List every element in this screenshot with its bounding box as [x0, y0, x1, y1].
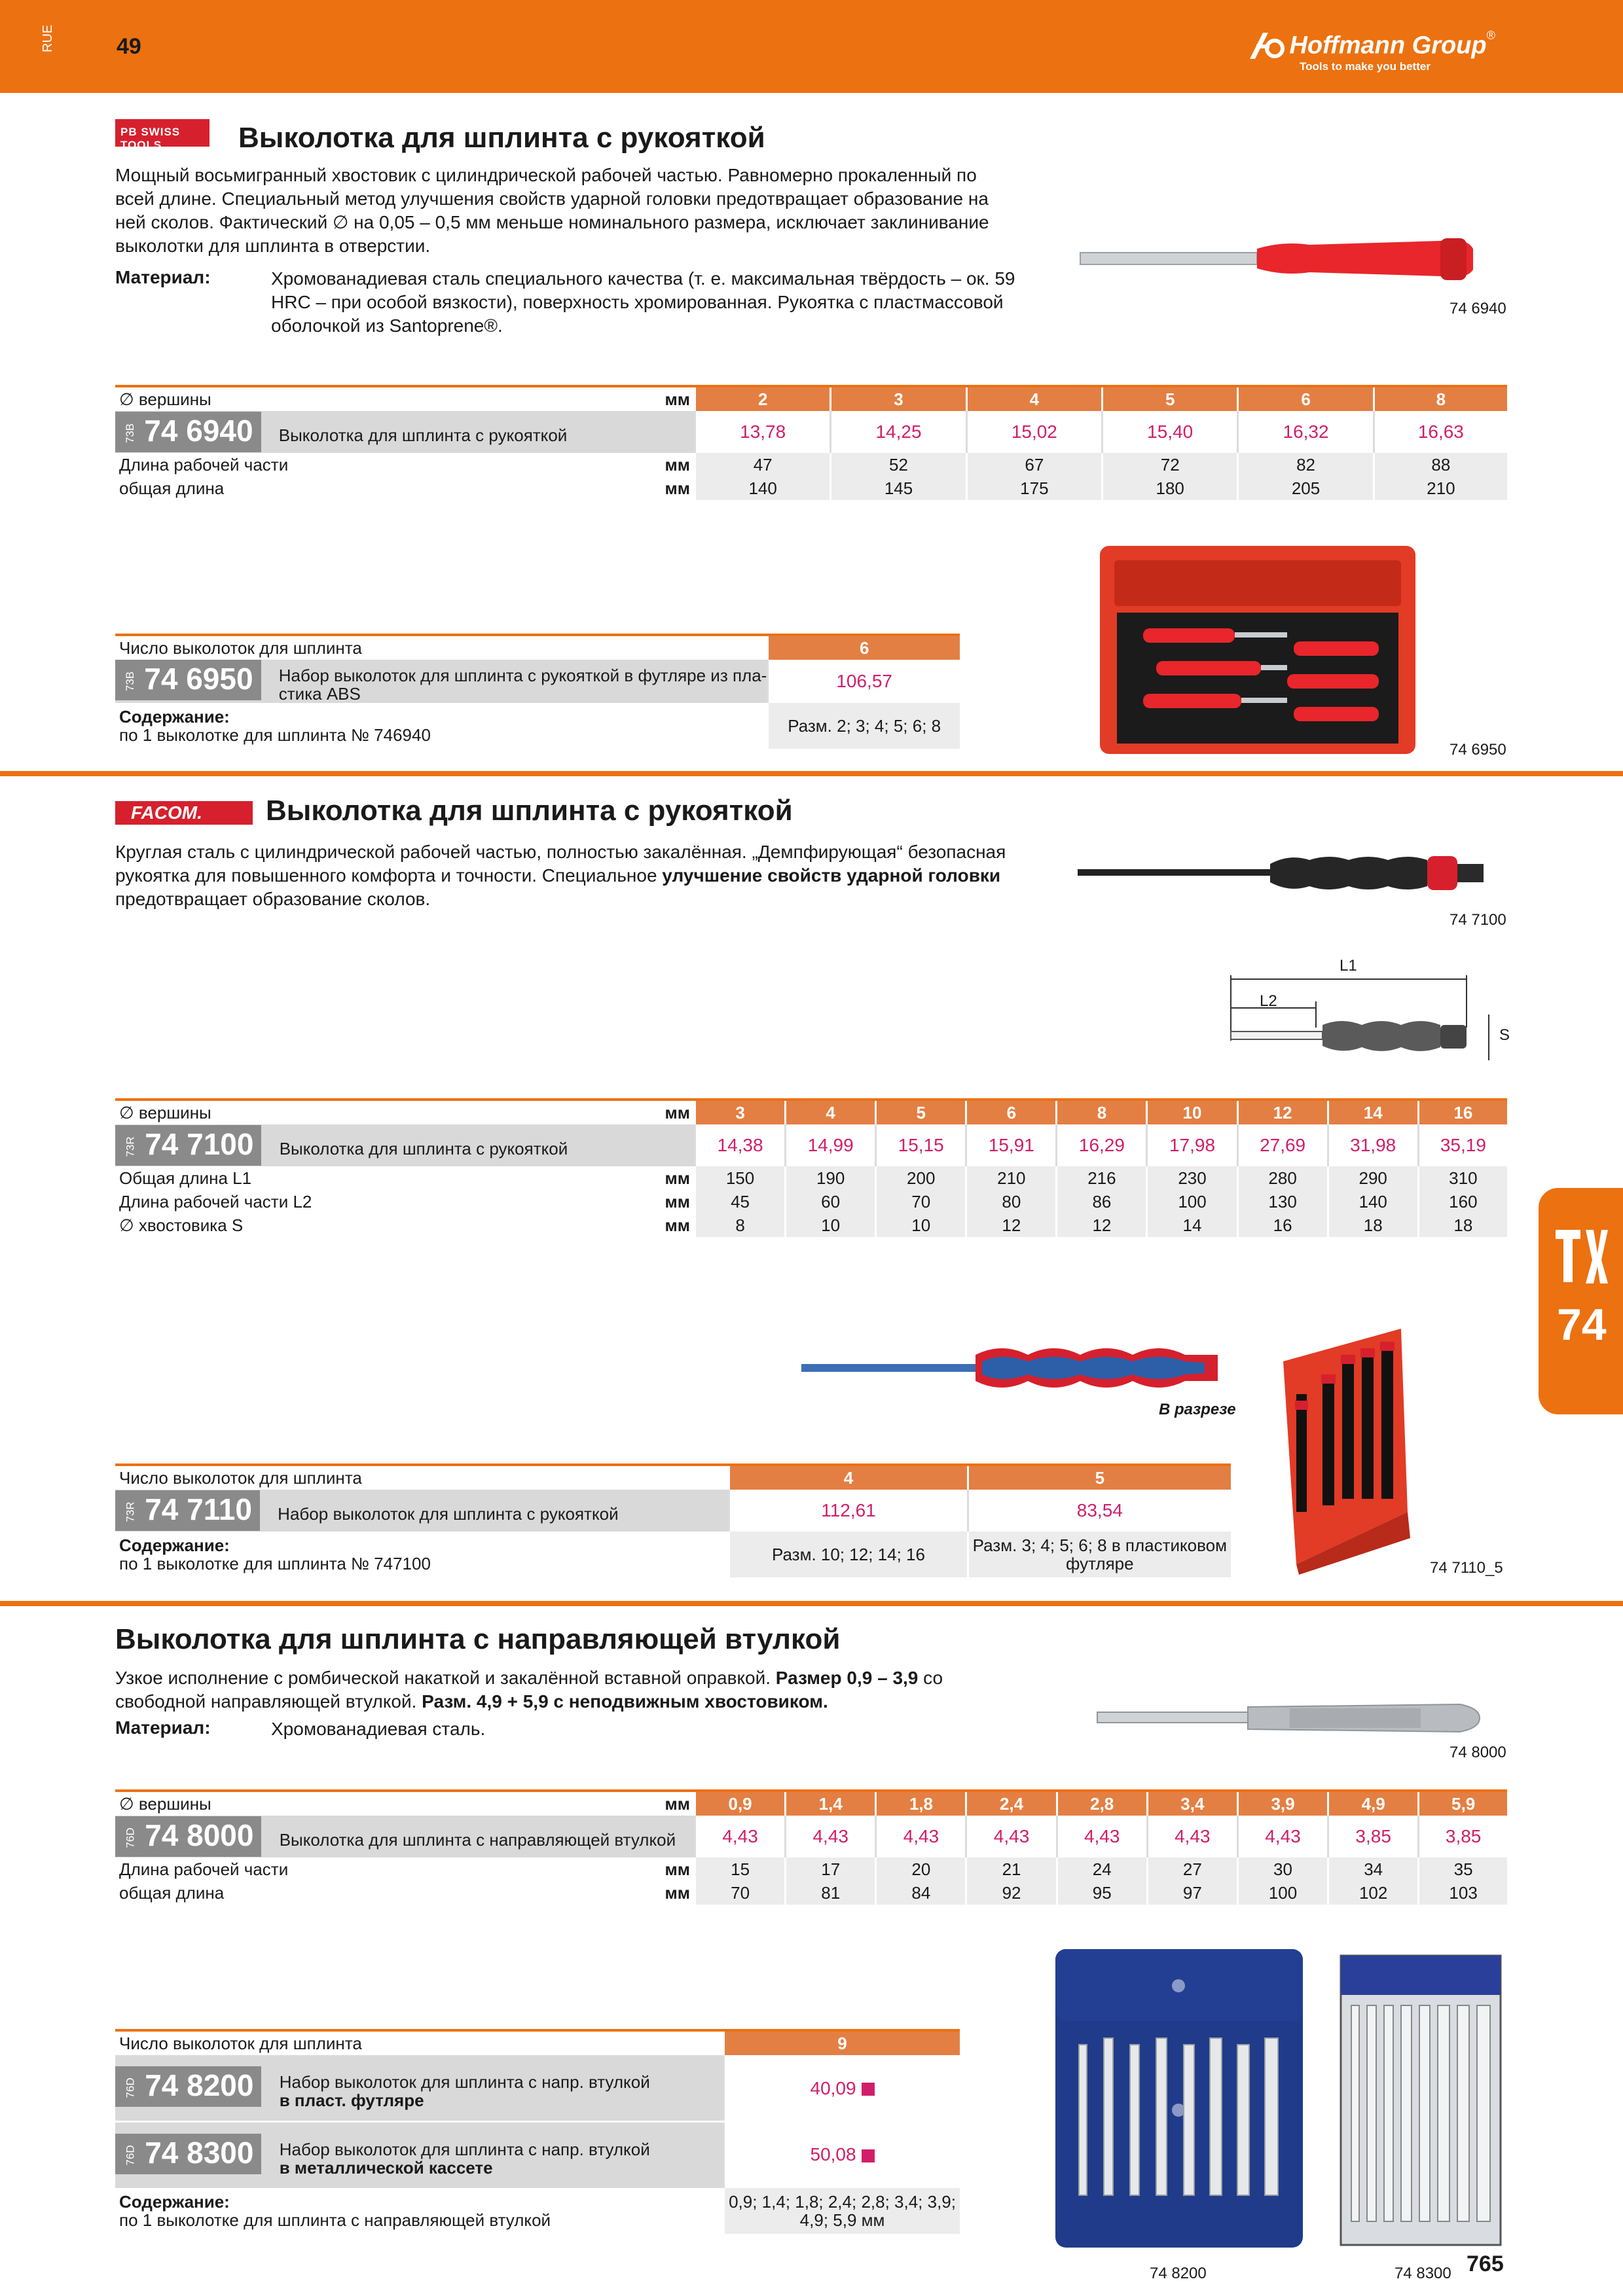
- size-header: 2,4: [966, 1791, 1057, 1816]
- material-text: Хромованадиевая сталь.: [271, 1719, 486, 1739]
- price: 4,43: [695, 1816, 786, 1857]
- price: 15,02: [966, 411, 1102, 453]
- content-value-line: 0,9; 1,4; 1,8; 2,4; 2,8; 3,4; 3,9;: [729, 2192, 956, 2212]
- cell: 205: [1238, 476, 1374, 500]
- cell: 52: [831, 453, 966, 476]
- size-header: 3,4: [1147, 1791, 1237, 1816]
- cell: 21: [966, 1857, 1057, 1881]
- cell: 27: [1147, 1857, 1237, 1881]
- article-number-text: 74 8200: [145, 2068, 254, 2102]
- price: 4,43: [786, 1816, 876, 1857]
- dimension-drawing: [1218, 962, 1519, 1067]
- desc-bold: улучшение свойств ударной головки: [662, 865, 1001, 886]
- content-text: по 1 выколотке для шплинта с направляющей втулкой: [119, 2210, 551, 2230]
- cell: 190: [786, 1166, 876, 1190]
- cell: 67: [966, 453, 1102, 476]
- size-header: 5: [1103, 386, 1238, 411]
- size-header: 10: [1147, 1100, 1237, 1124]
- page-number-top: 49: [117, 34, 141, 59]
- cell: 140: [695, 476, 831, 500]
- image-caption: 74 8000: [1450, 1744, 1506, 1761]
- cell: 30: [1237, 1857, 1328, 1881]
- image-caption: 74 7100: [1450, 911, 1506, 929]
- article-number[interactable]: [115, 2066, 261, 2107]
- row-unit: мм: [581, 1213, 695, 1237]
- cell: 100: [1237, 1881, 1328, 1905]
- article-number[interactable]: [115, 1816, 261, 1857]
- size-header: 0,9: [695, 1791, 786, 1816]
- group-code: 76D: [124, 1827, 137, 1848]
- table-746940: [115, 385, 1507, 500]
- article-cell: [115, 1124, 695, 1166]
- desc-line: предотвращает образование сколов.: [115, 889, 431, 909]
- cell: 86: [1057, 1190, 1147, 1213]
- size-header: 5: [876, 1100, 966, 1124]
- cell: 175: [966, 476, 1102, 500]
- header-label: Число выколоток для шплинта: [115, 2030, 724, 2055]
- pin-punch-set-red-case-image: [1097, 543, 1418, 757]
- content-value: Разм. 10; 12; 14; 16: [729, 1532, 968, 1577]
- article-desc-line: в металлической кассете: [279, 2158, 493, 2178]
- price: 31,98: [1328, 1124, 1418, 1166]
- article-number[interactable]: [115, 1490, 260, 1531]
- desc-line: Круглая сталь с цилиндрической рабочей частью, полностью закалённая. „Демпфирующая“ безопасная: [115, 842, 1006, 862]
- net-price-marker-icon: [862, 2149, 875, 2162]
- cell: 180: [1103, 476, 1238, 500]
- image-caption: 74 6940: [1450, 300, 1506, 317]
- image-caption: 74 6950: [1450, 741, 1506, 759]
- article-desc-line: Набор выколоток для шплинта с напр. втулкой: [279, 2140, 650, 2160]
- cell: 18: [1328, 1213, 1418, 1237]
- row-unit: мм: [581, 476, 695, 500]
- price: 15,40: [1103, 411, 1238, 453]
- article-cell: [115, 1490, 729, 1532]
- size-header: 2,8: [1057, 1791, 1147, 1816]
- desc-text: со: [918, 1668, 943, 1688]
- side-code: RUE: [41, 24, 55, 52]
- cell: 16: [1237, 1213, 1328, 1237]
- price: 112,61: [729, 1490, 968, 1532]
- size-header: 6: [966, 1100, 1057, 1124]
- cell: 103: [1419, 1881, 1507, 1905]
- material-line: HRC – при особой вязкости), поверхность хромированная. Рукоятка с пластмассовой: [271, 292, 1004, 312]
- price: 4,43: [1237, 1816, 1328, 1857]
- cell: 210: [1374, 476, 1507, 500]
- pin-punch-set-blue-pouch-image: [1053, 1946, 1305, 2250]
- cell: 88: [1374, 453, 1507, 476]
- size-header: 2: [695, 386, 831, 411]
- price: 15,15: [876, 1124, 966, 1166]
- cell: 92: [966, 1881, 1057, 1905]
- price: 16,32: [1238, 411, 1374, 453]
- content-label: Содержание:: [119, 707, 230, 727]
- cell: 84: [876, 1881, 966, 1905]
- cell: 17: [786, 1857, 876, 1881]
- brand-logo: [1247, 29, 1495, 73]
- unit: мм: [581, 1791, 695, 1816]
- content-cell: [115, 703, 768, 749]
- pin-punch-guide-sleeve-image: [1093, 1695, 1486, 1741]
- content-text: по 1 выколотке для шплинта № 746940: [119, 725, 431, 745]
- size-header: 3,9: [1237, 1791, 1328, 1816]
- price: 4,43: [876, 1816, 966, 1857]
- cell: 12: [966, 1213, 1057, 1237]
- price: 14,25: [831, 411, 966, 453]
- group-code: 76D: [124, 2145, 137, 2166]
- brand-reg: ®: [1486, 29, 1495, 42]
- cell: 47: [695, 453, 831, 476]
- row-unit: мм: [581, 1857, 695, 1881]
- header-label: ∅ вершины: [115, 1791, 581, 1816]
- cell: 160: [1418, 1190, 1507, 1213]
- brand-tagline: Tools to make you better: [1300, 60, 1431, 73]
- desc-text: Узкое исполнение с ромбической накаткой и закалённой вставной оправкой.: [115, 1668, 776, 1688]
- article-description: Выколотка для шплинта с направляющей втулкой: [279, 1830, 676, 1850]
- content-text: по 1 выколотке для шплинта № 747100: [119, 1554, 431, 1573]
- size-header: 8: [1374, 386, 1507, 411]
- header-label: ∅ вершины: [115, 386, 581, 411]
- row-unit: мм: [581, 1190, 695, 1213]
- price: 14,38: [695, 1124, 786, 1166]
- article-desc-line: Набор выколоток для шплинта с рукояткой в футляре из пла-: [278, 666, 767, 686]
- cutaway-caption: В разрезе: [1159, 1401, 1236, 1418]
- desc-line: Мощный восьмигранный хвостовик с цилиндрической рабочей частью. Равномерно прокаленный по: [115, 165, 977, 185]
- cell: 290: [1328, 1166, 1418, 1190]
- article-number-text: 74 8000: [145, 1818, 254, 1853]
- article-description: [279, 666, 767, 703]
- material-line: оболочкой из Santoprene®.: [271, 315, 503, 336]
- facom-badge: [115, 801, 253, 825]
- row-unit: мм: [581, 1881, 695, 1905]
- facom-badge-text: FACOM.: [131, 802, 202, 823]
- price-cell: [724, 2122, 960, 2189]
- price: 50,08: [810, 2144, 856, 2165]
- section2-description: [115, 840, 1058, 911]
- price: 35,19: [1418, 1124, 1507, 1166]
- price: 4,43: [1057, 1816, 1147, 1857]
- article-description: [280, 2073, 650, 2109]
- count-header: 6: [768, 635, 960, 660]
- desc-text: свободной направляющей втулкой.: [115, 1691, 422, 1712]
- pin-punch-cutaway-image: [799, 1335, 1231, 1401]
- article-desc-line: Набор выколоток для шплинта с напр. втулкой: [279, 2072, 650, 2092]
- size-header: 4: [966, 386, 1102, 411]
- price: 106,57: [768, 660, 960, 703]
- content-cell: [115, 2188, 724, 2234]
- article-number[interactable]: [115, 1125, 261, 1166]
- size-header: 3: [831, 386, 966, 411]
- cell: 150: [695, 1166, 786, 1190]
- price: 4,43: [1147, 1816, 1237, 1857]
- cell: 34: [1328, 1857, 1419, 1881]
- group-code: 73B: [124, 423, 137, 444]
- table-747110: [115, 1463, 1231, 1577]
- section2-title: Выколотка для шплинта с рукояткой: [266, 795, 793, 827]
- content-cell: [115, 1532, 729, 1577]
- row-unit: мм: [581, 453, 695, 476]
- pin-punch-set-metal-case-image: [1338, 1953, 1503, 2248]
- price: 3,85: [1328, 1816, 1419, 1857]
- size-header: 12: [1237, 1100, 1328, 1124]
- row-label: общая длина: [115, 1881, 581, 1905]
- content-label: Содержание:: [119, 1535, 230, 1555]
- article-description: Набор выколоток для шплинта с рукояткой: [278, 1504, 619, 1524]
- cell: 35: [1419, 1857, 1507, 1881]
- row-label: ∅ хвостовика S: [115, 1213, 581, 1237]
- cell: 14: [1147, 1213, 1237, 1237]
- size-header: 4,9: [1328, 1791, 1419, 1816]
- price: 3,85: [1419, 1816, 1507, 1857]
- table-748200-748300: [115, 2029, 960, 2234]
- cell: 210: [966, 1166, 1057, 1190]
- size-header: 3: [695, 1100, 786, 1124]
- price: 16,29: [1057, 1124, 1147, 1166]
- material-text: [271, 267, 1057, 338]
- row-label: Общая длина L1: [115, 1166, 581, 1190]
- size-header: 14: [1328, 1100, 1418, 1124]
- group-code: 73R: [124, 1501, 137, 1522]
- row-label: Длина рабочей части: [115, 453, 581, 476]
- count-header: 5: [968, 1465, 1231, 1490]
- section3-description: [115, 1666, 1058, 1713]
- size-header: 1,8: [876, 1791, 966, 1816]
- section-divider: [0, 771, 1623, 776]
- size-header: 1,4: [786, 1791, 876, 1816]
- pin-punch-set-red-stand-image: [1270, 1316, 1414, 1577]
- desc-line: ней сколов. Фактический ∅ на 0,05 – 0,5 мм меньше номинального размера, исключает заклинивание: [115, 212, 989, 232]
- count-header: 4: [729, 1465, 968, 1490]
- desc-bold: Размер 0,9 – 3,9: [775, 1668, 919, 1688]
- pb-swiss-badge-text: PB SWISS TOOLS: [120, 126, 181, 151]
- article-number[interactable]: [115, 2134, 261, 2174]
- cell: 97: [1147, 1881, 1237, 1905]
- size-header: 6: [1238, 386, 1374, 411]
- section3-title: Выколотка для шплинта с направляющей втулкой: [115, 1623, 841, 1655]
- content-value-line: 4,9; 5,9 мм: [799, 2210, 885, 2230]
- image-caption: 74 8200: [1150, 2265, 1207, 2282]
- size-header: 4: [786, 1100, 876, 1124]
- article-number[interactable]: [115, 412, 261, 452]
- cell: 310: [1418, 1166, 1507, 1190]
- brand-name: Hoffmann Group: [1289, 31, 1487, 60]
- cell: 10: [786, 1213, 876, 1237]
- cell: 230: [1147, 1166, 1237, 1190]
- article-description: Выколотка для шплинта с рукояткой: [279, 1139, 568, 1159]
- article-description: [280, 2140, 650, 2177]
- cell: 70: [876, 1190, 966, 1213]
- material-label: Материал:: [115, 267, 211, 287]
- image-caption: 74 7110_5: [1430, 1559, 1503, 1577]
- dim-l1: L1: [1340, 957, 1357, 975]
- price-cell: [724, 2055, 960, 2122]
- group-code: 73R: [124, 1136, 137, 1157]
- header-label: Число выколоток для шплинта: [115, 635, 768, 660]
- table-747100: [115, 1098, 1507, 1237]
- article-number-text: 74 6950: [144, 662, 253, 696]
- article-number-text: 74 7100: [145, 1127, 254, 1162]
- cell: 72: [1103, 453, 1238, 476]
- tools-icon: [1553, 1227, 1609, 1286]
- content-value: [968, 1532, 1231, 1577]
- cell: 45: [695, 1190, 786, 1213]
- cell: 82: [1238, 453, 1374, 476]
- article-cell: [115, 2055, 724, 2122]
- article-cell: [115, 660, 768, 703]
- group-code: 76D: [124, 2077, 137, 2098]
- table-746950: [115, 634, 960, 749]
- cell: 102: [1328, 1881, 1419, 1905]
- cell: 130: [1237, 1190, 1328, 1213]
- size-header: 16: [1418, 1100, 1507, 1124]
- article-cell: [115, 2122, 724, 2189]
- row-label: Длина рабочей части L2: [115, 1190, 581, 1213]
- cell: 80: [966, 1190, 1057, 1213]
- cell: 12: [1057, 1213, 1147, 1237]
- dim-s: S: [1499, 1026, 1510, 1044]
- cell: 70: [695, 1881, 786, 1905]
- header-label: ∅ вершины: [115, 1100, 581, 1124]
- desc-line: выколотки для шплинта в отверстии.: [115, 236, 431, 256]
- article-description: Выколотка для шплинта с рукояткой: [278, 425, 568, 446]
- material-line: Хромованадиевая сталь специального качества (т. е. максимальная твёрдость – ок. 59: [271, 268, 1015, 289]
- cell: 100: [1147, 1190, 1237, 1213]
- desc-bold: Разм. 4,9 + 5,9 с неподвижным хвостовиком.: [422, 1691, 828, 1712]
- pb-swiss-badge: [115, 119, 210, 151]
- unit: мм: [581, 386, 695, 411]
- content-value: [724, 2188, 960, 2234]
- price: 13,78: [695, 411, 831, 453]
- dim-l2: L2: [1260, 992, 1277, 1010]
- cell: 20: [876, 1857, 966, 1881]
- unit: мм: [581, 1100, 695, 1124]
- content-value-line: футляре: [1066, 1554, 1134, 1573]
- cell: 140: [1328, 1190, 1418, 1213]
- price: 83,54: [968, 1490, 1231, 1532]
- content-value: Разм. 2; 3; 4; 5; 6; 8: [768, 703, 960, 749]
- cell: 81: [786, 1881, 876, 1905]
- pin-punch-facom-image: [1074, 840, 1493, 906]
- page-number-bottom: 765: [1467, 2251, 1504, 2276]
- cell: 200: [876, 1166, 966, 1190]
- pin-punch-red-handle-image: [1074, 223, 1493, 295]
- section-divider: [0, 1601, 1623, 1606]
- section1-title: Выколотка для шплинта с рукояткой: [238, 122, 765, 154]
- cell: 24: [1057, 1857, 1147, 1881]
- cell: 60: [786, 1190, 876, 1213]
- section1-description: [115, 164, 1045, 258]
- size-header: 5,9: [1419, 1791, 1507, 1816]
- price: 15,91: [966, 1124, 1057, 1166]
- content-value-line: Разм. 3; 4; 5; 6; 8 в пластиковом: [972, 1535, 1227, 1555]
- price: 27,69: [1237, 1124, 1328, 1166]
- count-header: 9: [724, 2030, 960, 2055]
- chapter-number: 74: [1557, 1300, 1607, 1350]
- cell: 8: [695, 1213, 786, 1237]
- group-code: 73B: [124, 671, 137, 691]
- hoffmann-logo-icon: [1247, 29, 1286, 63]
- desc-line: всей длине. Специальный метод улучшения свойств ударной головки предотвращает образование на: [115, 188, 989, 209]
- price: 14,99: [786, 1124, 876, 1166]
- price: 40,09: [810, 2077, 856, 2098]
- price: 17,98: [1147, 1124, 1237, 1166]
- size-header: 8: [1057, 1100, 1147, 1124]
- row-label: Длина рабочей части: [115, 1857, 581, 1881]
- row-label: общая длина: [115, 476, 581, 500]
- image-caption: 74 8300: [1395, 2265, 1451, 2282]
- chapter-tab[interactable]: [1539, 1188, 1623, 1414]
- price: 4,43: [966, 1816, 1057, 1857]
- table-748000: [115, 1789, 1507, 1905]
- header-label: Число выколоток для шплинта: [115, 1465, 729, 1490]
- content-label: Содержание:: [119, 2192, 230, 2212]
- article-number[interactable]: [115, 660, 261, 700]
- cell: 18: [1418, 1213, 1507, 1237]
- cell: 216: [1057, 1166, 1147, 1190]
- article-desc-line: в пласт. футляре: [279, 2090, 424, 2111]
- cell: 10: [876, 1213, 966, 1237]
- cell: 145: [831, 476, 966, 500]
- article-number-text: 74 7110: [145, 1492, 252, 1527]
- row-unit: мм: [581, 1166, 695, 1190]
- article-number-text: 74 6940: [144, 414, 253, 448]
- cell: 15: [695, 1857, 786, 1881]
- material-label: Материал:: [115, 1717, 211, 1738]
- article-cell: [115, 1816, 695, 1857]
- article-cell: [115, 411, 695, 453]
- desc-text: рукоятка для повышенного комфорта и точности. Специальное: [115, 865, 663, 886]
- cell: 280: [1237, 1166, 1328, 1190]
- net-price-marker-icon: [862, 2083, 875, 2096]
- price: 16,63: [1374, 411, 1507, 453]
- cell: 95: [1057, 1881, 1147, 1905]
- article-desc-line: стика ABS: [278, 684, 361, 704]
- article-number-text: 74 8300: [145, 2135, 254, 2170]
